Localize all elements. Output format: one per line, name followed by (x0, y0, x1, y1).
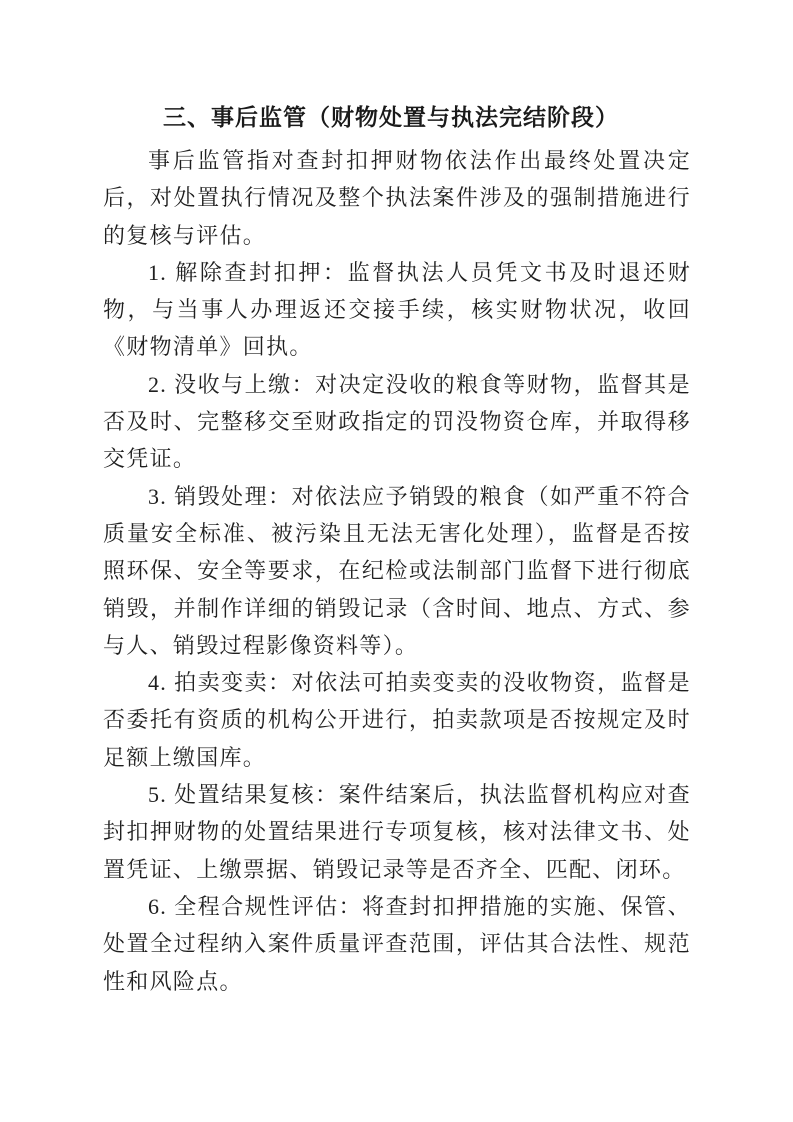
paragraph-item-3: 3. 销毁处理：对依法应予销毁的粮食（如严重不符合质量安全标准、被污染且无法无害化处理），监督是否按照环保、安全等要求，在纪检或法制部门监督下进行彻底销毁，并制作详细的销毁记录（含时间、地点、方式、参与人、销毁过程影像资料等）。 (103, 483, 691, 658)
document-content (103, 96, 691, 1000)
paragraph-item-6: 6. 全程合规性评估：将查封扣押措施的实施、保管、处置全过程纳入案件质量评查范围，评估其合法性、规范性和风险点。 (103, 893, 691, 994)
paragraph-intro: 事后监管指对查封扣押财物依法作出最终处置决定后，对处置执行情况及整个执法案件涉及的强制措施进行的复核与评估。 (103, 148, 691, 248)
paragraph-item-2: 2. 没收与上缴：对决定没收的粮食等财物，监督其是否及时、完整移交至财政指定的罚没物资仓库，并取得移交凭证。 (103, 371, 691, 472)
paragraph-item-1: 1. 解除查封扣押：监督执法人员凭文书及时退还财物，与当事人办理返还交接手续，核实财物状况，收回《财物清单》回执。 (103, 259, 691, 360)
paragraph-item-4: 4. 拍卖变卖：对依法可拍卖变卖的没收物资，监督是否委托有资质的机构公开进行，拍卖款项是否按规定及时足额上缴国库。 (103, 670, 691, 770)
section-heading: 三、事后监管（财物处置与执法完结阶段） (163, 104, 619, 130)
paragraph-item-5: 5. 处置结果复核：案件结案后，执法监督机构应对查封扣押财物的处置结果进行专项复核，核对法律文书、处置凭证、上缴票据、销毁记录等是否齐全、匹配、闭环。 (103, 782, 691, 882)
